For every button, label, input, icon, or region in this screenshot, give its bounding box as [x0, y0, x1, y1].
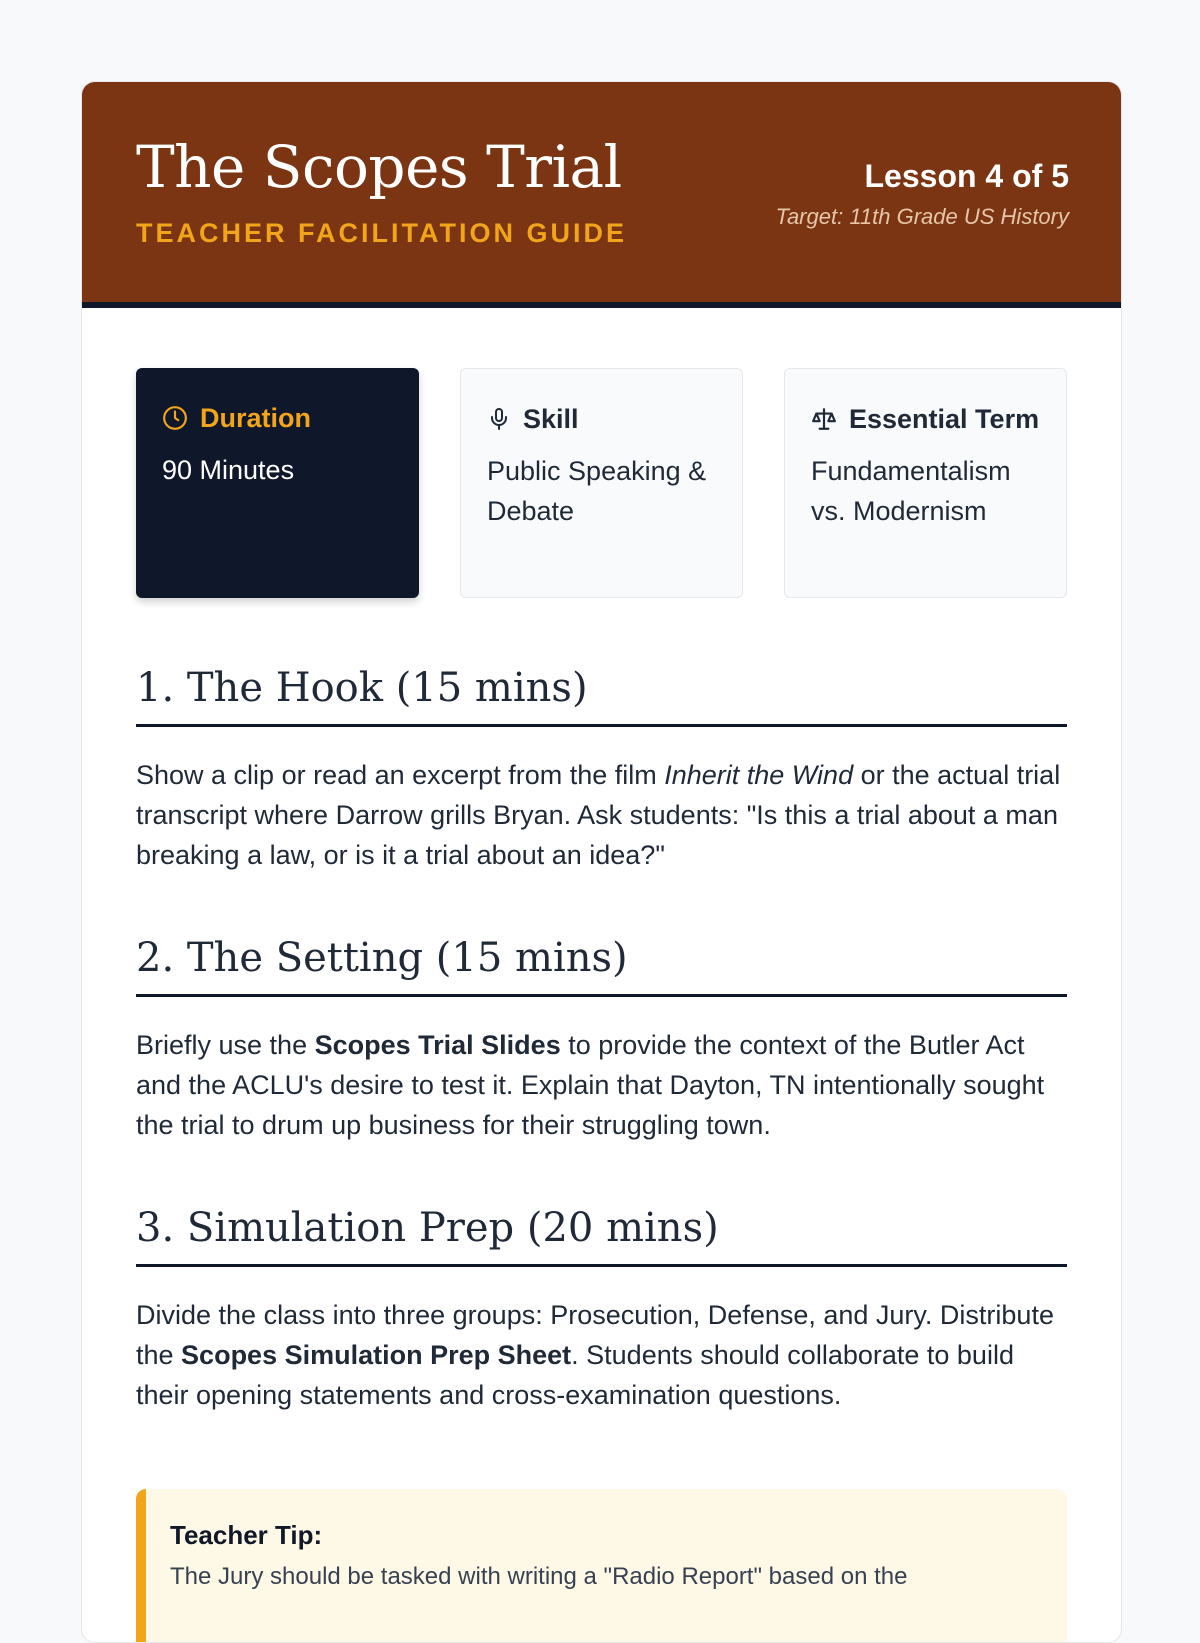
- section-heading: 1. The Hook (15 mins): [136, 660, 1067, 727]
- stat-label: Duration: [200, 403, 311, 433]
- page-title: The Scopes Trial: [136, 133, 622, 201]
- tip-title: Teacher Tip:: [170, 1520, 323, 1550]
- film-title: Inherit the Wind: [664, 760, 854, 790]
- lesson-counter: Lesson 4 of 5: [864, 158, 1069, 194]
- section-hook: [136, 660, 1067, 875]
- resource-name: Scopes Simulation Prep Sheet: [181, 1340, 572, 1370]
- tip-text: The Jury should be tasked with writing a "Radio Report" based on the: [170, 1563, 908, 1590]
- section-simulation-prep: [136, 1200, 1067, 1415]
- section-body: Show a clip or read an excerpt from the film Inherit the Wind or the actual trial transcript where Darrow grills Bryan. Ask students: "Is this a trial about a man breaking a law, or is it a trial about an idea?": [136, 760, 1061, 870]
- stat-card-skill: [460, 368, 743, 598]
- clock-icon: [162, 405, 188, 431]
- stat-value: Public Speaking & Debate: [487, 456, 707, 526]
- stat-label: Skill: [523, 404, 579, 434]
- scale-icon: [811, 406, 837, 432]
- microphone-icon: [487, 407, 511, 431]
- section-body: Divide the class into three groups: Prosecution, Defense, and Jury. Distribute the Scopes Simulation Prep Sheet. Students should collaborate to build their opening statements and cross-examination questions.: [136, 1300, 1054, 1410]
- stat-value: 90 Minutes: [162, 455, 295, 485]
- stat-value: Fundamentalism vs. Modernism: [811, 456, 1011, 526]
- resource-name: Scopes Trial Slides: [314, 1030, 561, 1060]
- teacher-tip-callout: [136, 1489, 1067, 1643]
- stat-card-essential-term: [784, 368, 1067, 598]
- stat-label: Essential Term: [849, 404, 1040, 434]
- lesson-stats: [136, 368, 1067, 598]
- page-subtitle: TEACHER FACILITATION GUIDE: [136, 218, 627, 248]
- stat-card-duration: [136, 368, 419, 598]
- section-heading: 3. Simulation Prep (20 mins): [136, 1200, 1067, 1267]
- section-setting: [136, 930, 1067, 1145]
- lesson-header: [82, 82, 1121, 308]
- section-heading: 2. The Setting (15 mins): [136, 930, 1067, 997]
- section-body: Briefly use the Scopes Trial Slides to provide the context of the Butler Act and the ACLU's desire to test it. Explain that Dayton, TN intentionally sought the trial to drum up business for their struggling town.: [136, 1030, 1045, 1140]
- lesson-card: [81, 81, 1122, 1643]
- target-audience: Target: 11th Grade US History: [775, 204, 1069, 229]
